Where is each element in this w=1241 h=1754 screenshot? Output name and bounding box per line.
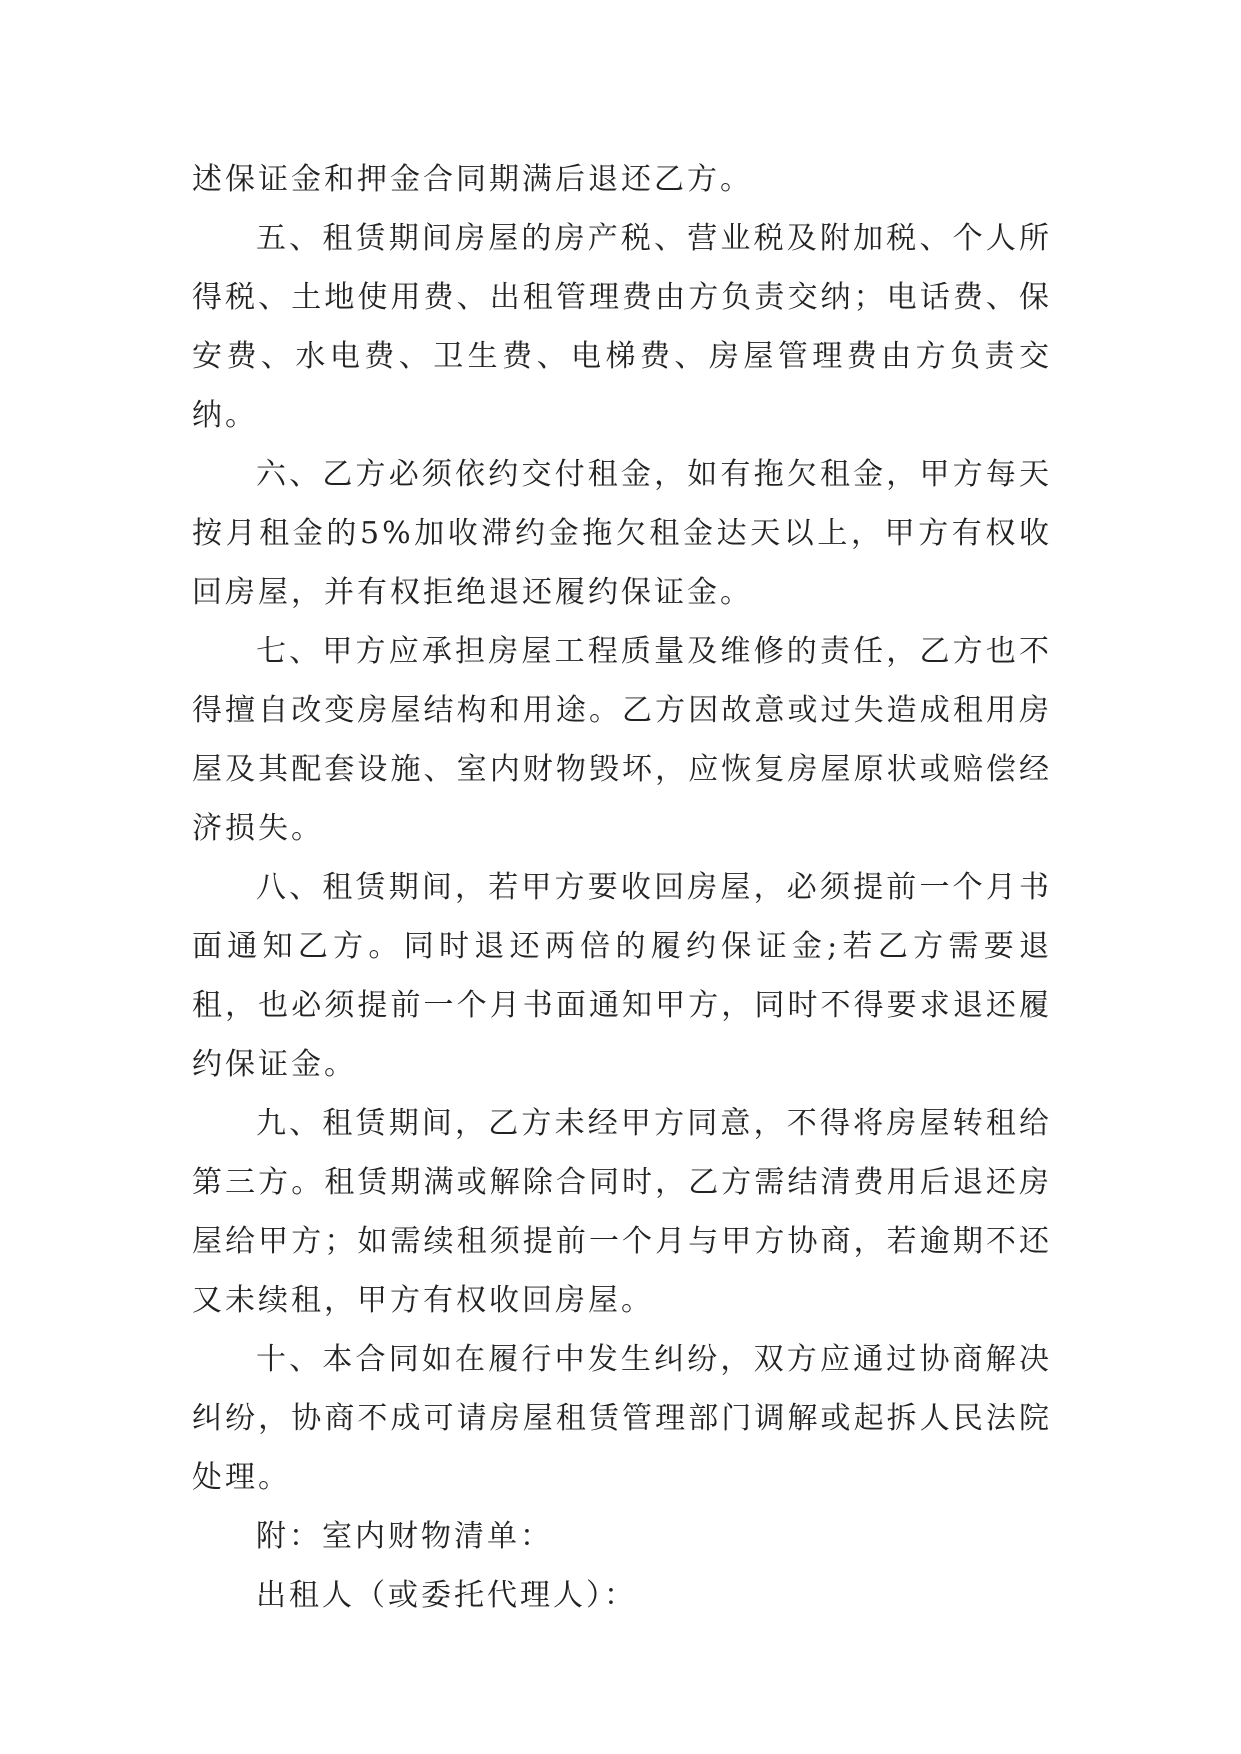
paragraph-clause-10-disputes: 十、本合同如在履行中发生纠纷，双方应通过协商解决纠纷，协商不成可请房屋租赁管理部门调解或起拆人民法院处理。 (192, 1342, 1052, 1495)
paragraph-clause-7-maintenance: 七、甲方应承担房屋工程质量及维修的责任，乙方也不得擅自改变房屋结构和用途。乙方因故意或过失造成租用房屋及其配套设施、室内财物毁坏，应恢复房屋原状或赔偿经济损失。 (192, 634, 1052, 846)
paragraph-attachment-inventory: 附：室内财物清单： (256, 1519, 553, 1554)
paragraph-deposit-return: 述保证金和押金合同期满后退还乙方。 (192, 162, 753, 197)
paragraph-clause-9-sublease: 九、租赁期间，乙方未经甲方同意，不得将房屋转租给第三方。租赁期满或解除合同时，乙方需结清费用后退还房屋给甲方；如需续租须提前一个月与甲方协商，若逾期不还又未续租，甲方有权收回房屋。 (192, 1106, 1052, 1318)
document-body (192, 150, 1052, 1625)
paragraph-lessor-signature: 出租人（或委托代理人）： (256, 1578, 637, 1613)
paragraph-clause-8-termination-notice: 八、租赁期间，若甲方要收回房屋，必须提前一个月书面通知乙方。同时退还两倍的履约保证金;若乙方需要退租，也必须提前一个月书面通知甲方，同时不得要求退还履约保证金。 (192, 870, 1052, 1082)
paragraph-clause-6-rent-payment: 六、乙方必须依约交付租金，如有拖欠租金，甲方每天按月租金的5%加收滞约金拖欠租金达天以上，甲方有权收回房屋，并有权拒绝退还履约保证金。 (192, 457, 1052, 610)
paragraph-clause-5-taxes-fees: 五、租赁期间房屋的房产税、营业税及附加税、个人所得税、土地使用费、出租管理费由方负责交纳；电话费、保安费、水电费、卫生费、电梯费、房屋管理费由方负责交纳。 (192, 221, 1052, 433)
